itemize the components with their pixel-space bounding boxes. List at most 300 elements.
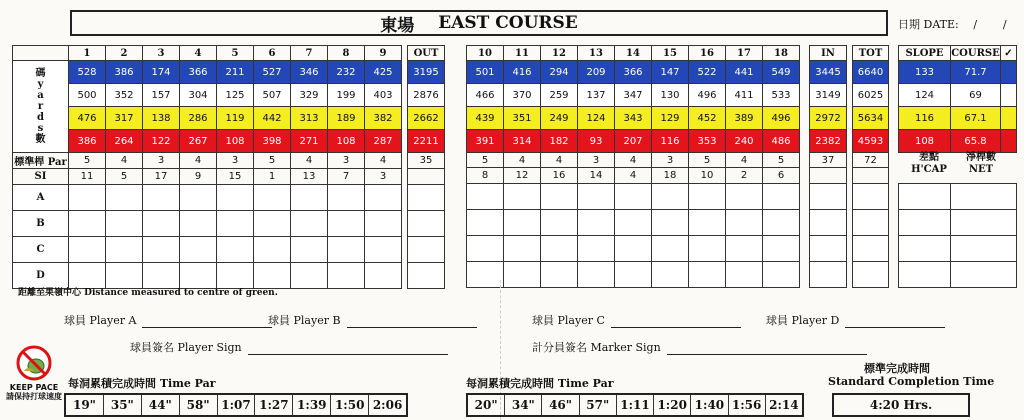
time-par-cell: 1:56 — [729, 395, 766, 415]
score-input[interactable] — [365, 211, 402, 237]
in-header: IN — [810, 46, 847, 61]
score-input[interactable] — [365, 185, 402, 211]
hole-number: 11 — [504, 46, 541, 61]
yellow-tee-yardage: 249 — [541, 107, 578, 130]
red-tee-yardage: 122 — [143, 130, 180, 153]
score-input[interactable] — [763, 236, 800, 262]
white-tee-yardage: 199 — [328, 84, 365, 107]
score-input[interactable] — [504, 262, 541, 288]
gap — [800, 153, 810, 168]
score-input[interactable] — [217, 185, 254, 211]
yards-letter: y — [37, 79, 44, 90]
score-input[interactable] — [291, 211, 328, 237]
score-input[interactable] — [541, 262, 578, 288]
score-input[interactable] — [254, 211, 291, 237]
score-input[interactable] — [652, 236, 689, 262]
blue-tee-yardage: 425 — [365, 61, 402, 84]
time-par-back-row — [466, 393, 804, 417]
yards-label — [13, 61, 69, 153]
yards-letter: d — [37, 112, 44, 123]
score-input[interactable] — [217, 211, 254, 237]
white-tee-course-rating: 69 — [951, 84, 1001, 107]
yellow-tee-yardage: 389 — [726, 107, 763, 130]
blue-tee-yardage: 209 — [578, 61, 615, 84]
in-score-input[interactable] — [810, 262, 847, 288]
score-input[interactable] — [328, 185, 365, 211]
player-a-label: 球員 Player A — [64, 314, 137, 327]
player-a-field[interactable] — [64, 312, 272, 328]
white-tee-yardage: 466 — [467, 84, 504, 107]
gap — [800, 46, 810, 61]
score-input[interactable] — [763, 184, 800, 210]
score-input[interactable] — [143, 211, 180, 237]
white-tee-yardage: 352 — [106, 84, 143, 107]
blue-tee-yardage: 174 — [143, 61, 180, 84]
hole-number: 16 — [689, 46, 726, 61]
par-out-total: 35 — [408, 153, 445, 169]
red-tee-yardage: 93 — [578, 130, 615, 153]
net-label-en: NET — [968, 164, 994, 175]
gap — [889, 184, 899, 210]
yellow-tee-course-rating: 67.1 — [951, 107, 1001, 130]
score-input[interactable] — [578, 184, 615, 210]
si-out-blank — [408, 169, 445, 185]
standard-time-value: 4:20 Hrs. — [869, 398, 933, 412]
hole-number: 18 — [763, 46, 800, 61]
hcap-input[interactable] — [899, 262, 951, 288]
time-par-cell: 44" — [142, 395, 180, 415]
score-input[interactable] — [726, 236, 763, 262]
red-tee-yardage: 182 — [541, 130, 578, 153]
yellow-tee-yardage: 189 — [328, 107, 365, 130]
gap — [800, 168, 810, 184]
white-tee-yardage: 411 — [726, 84, 763, 107]
net-input[interactable] — [951, 184, 1017, 210]
tot-score-input[interactable] — [853, 262, 889, 288]
score-input[interactable] — [615, 236, 652, 262]
red-tee-yardage: 386 — [69, 130, 106, 153]
score-input[interactable] — [763, 210, 800, 236]
distance-note: 距離至果嶺中心 Distance measured to centre of green. — [18, 288, 278, 298]
score-input[interactable] — [541, 184, 578, 210]
date-separator: / — [1002, 18, 1007, 31]
red-tee-yardage: 264 — [106, 130, 143, 153]
in-score-input[interactable] — [810, 210, 847, 236]
score-input[interactable] — [467, 210, 504, 236]
blue-tee-yardage: 386 — [106, 61, 143, 84]
si-label: SI — [13, 169, 69, 185]
yellow-tee-yardage: 119 — [217, 107, 254, 130]
red-tee-yardage: 353 — [689, 130, 726, 153]
course-rating-header: COURSE — [951, 47, 1000, 59]
stroke-index: 6 — [763, 168, 800, 184]
score-input[interactable] — [180, 185, 217, 211]
score-input[interactable] — [69, 185, 106, 211]
par-value: 4 — [291, 153, 328, 169]
white-tee-yardage: 370 — [504, 84, 541, 107]
stroke-index: 13 — [291, 169, 328, 185]
hole-number: 7 — [291, 46, 328, 61]
time-par-cell: 34" — [505, 395, 542, 415]
player-d-label: 球員 Player D — [766, 314, 840, 327]
keep-pace-badge — [4, 345, 64, 401]
blue-tee-yardage: 528 — [69, 61, 106, 84]
score-input[interactable] — [143, 237, 180, 263]
tot-score-input[interactable] — [853, 184, 889, 210]
hcap-input[interactable] — [899, 184, 951, 210]
blue-tee-yardage: 147 — [652, 61, 689, 84]
hole-number: 3 — [143, 46, 180, 61]
time-par-cell: 20" — [468, 395, 505, 415]
score-input[interactable] — [106, 237, 143, 263]
yards-letter: s — [37, 123, 44, 134]
score-input[interactable] — [689, 210, 726, 236]
tot-score-input[interactable] — [853, 236, 889, 262]
hole-number: 2 — [106, 46, 143, 61]
score-input[interactable] — [180, 237, 217, 263]
white-tee-slope: 124 — [899, 84, 951, 107]
white-tee-yardage: 130 — [652, 84, 689, 107]
white-tee-yardage: 500 — [69, 84, 106, 107]
out-score-input[interactable] — [408, 237, 445, 263]
gap — [889, 84, 899, 107]
time-par-cell: 57" — [580, 395, 617, 415]
standard-time-box — [832, 393, 970, 417]
player-row-label: D — [13, 263, 69, 289]
red-tee-yardage: 240 — [726, 130, 763, 153]
out-score-input[interactable] — [408, 185, 445, 211]
stroke-index: 18 — [652, 168, 689, 184]
time-par-cell: 1:50 — [331, 395, 369, 415]
par-value: 3 — [652, 153, 689, 168]
white-tee-out-total: 2876 — [408, 84, 445, 107]
handicap-label-en: H'CAP — [911, 164, 947, 175]
par-value: 4 — [365, 153, 402, 169]
white-tee-yardage: 304 — [180, 84, 217, 107]
score-input[interactable] — [69, 211, 106, 237]
red-tee-yardage: 108 — [328, 130, 365, 153]
score-input[interactable] — [106, 185, 143, 211]
gap — [889, 107, 899, 130]
white-tee-grand-total: 6025 — [853, 84, 889, 107]
score-input[interactable] — [763, 262, 800, 288]
gap — [889, 61, 899, 84]
red-tee-course-rating: 65.8 — [951, 130, 1001, 153]
yellow-tee-yardage: 476 — [69, 107, 106, 130]
score-input[interactable] — [291, 263, 328, 289]
score-input[interactable] — [615, 210, 652, 236]
white-tee-check[interactable] — [1001, 84, 1017, 107]
yellow-tee-yardage: 496 — [763, 107, 800, 130]
par-label: 標準桿 Par — [13, 153, 69, 169]
in-score-input[interactable] — [810, 236, 847, 262]
yellow-tee-yardage: 313 — [291, 107, 328, 130]
net-input[interactable] — [951, 210, 1017, 236]
score-input[interactable] — [291, 185, 328, 211]
player-b-field[interactable] — [268, 312, 477, 328]
red-tee-yardage: 391 — [467, 130, 504, 153]
player-c-field[interactable] — [532, 312, 741, 328]
red-tee-in-total: 2382 — [810, 130, 847, 153]
score-input[interactable] — [328, 263, 365, 289]
player-c-label: 球員 Player C — [532, 314, 605, 327]
yellow-tee-slope: 116 — [899, 107, 951, 130]
time-par-front-row — [64, 393, 408, 417]
score-input[interactable] — [217, 237, 254, 263]
course-title — [70, 10, 888, 36]
stroke-index: 11 — [69, 169, 106, 185]
yellow-tee-yardage: 124 — [578, 107, 615, 130]
par-value: 3 — [143, 153, 180, 169]
time-par-label-front: 每洞累積完成時間 Time Par — [68, 377, 216, 390]
score-input[interactable] — [291, 237, 328, 263]
score-input[interactable] — [541, 236, 578, 262]
hole-number: 8 — [328, 46, 365, 61]
stroke-index: 12 — [504, 168, 541, 184]
white-tee-yardage: 125 — [217, 84, 254, 107]
time-par-cell: 1:40 — [691, 395, 728, 415]
blue-tee-slope: 133 — [899, 61, 951, 84]
par-value: 4 — [726, 153, 763, 168]
time-par-cell: 1:27 — [255, 395, 293, 415]
blue-tee-yardage: 232 — [328, 61, 365, 84]
par-value: 5 — [69, 153, 106, 169]
gap — [800, 184, 810, 210]
white-tee-yardage: 259 — [541, 84, 578, 107]
date-label: 日期 DATE: — [898, 18, 959, 31]
score-input[interactable] — [467, 236, 504, 262]
par-value: 4 — [615, 153, 652, 168]
par-value: 5 — [689, 153, 726, 168]
gap — [889, 236, 899, 262]
gap — [889, 130, 899, 153]
out-header: OUT — [408, 46, 445, 61]
tot-score-input[interactable] — [853, 210, 889, 236]
gap — [800, 210, 810, 236]
score-input[interactable] — [726, 184, 763, 210]
par-value: 5 — [763, 153, 800, 168]
red-tee-yardage: 267 — [180, 130, 217, 153]
stroke-index: 10 — [689, 168, 726, 184]
score-input[interactable] — [254, 185, 291, 211]
title-chinese: 東場 — [380, 15, 415, 36]
score-input[interactable] — [652, 262, 689, 288]
score-input[interactable] — [328, 211, 365, 237]
time-par-cell: 1:39 — [293, 395, 331, 415]
par-value: 3 — [578, 153, 615, 168]
yards-letter: r — [37, 101, 44, 112]
blue-tee-check[interactable] — [1001, 61, 1017, 84]
time-par-cell: 2:14 — [769, 398, 799, 412]
yellow-tee-check[interactable] — [1001, 107, 1017, 130]
par-value: 4 — [541, 153, 578, 168]
date-separator: / — [973, 18, 978, 31]
si-tot-blank — [853, 168, 889, 184]
blue-tee-yardage: 522 — [689, 61, 726, 84]
gap — [800, 130, 810, 153]
out-score-input[interactable] — [408, 211, 445, 237]
marker-sign-field[interactable] — [532, 339, 867, 355]
score-input[interactable] — [143, 185, 180, 211]
score-input[interactable] — [726, 210, 763, 236]
red-tee-yardage: 207 — [615, 130, 652, 153]
score-input[interactable] — [652, 184, 689, 210]
hole-number: 1 — [69, 46, 106, 61]
net-input[interactable] — [951, 236, 1017, 262]
stroke-index: 7 — [328, 169, 365, 185]
red-tee-yardage: 287 — [365, 130, 402, 153]
yards-cn: 碼 — [35, 68, 46, 79]
stroke-index: 1 — [254, 169, 291, 185]
stroke-index: 9 — [180, 169, 217, 185]
yellow-tee-in-total: 2972 — [810, 107, 847, 130]
hole-number: 4 — [180, 46, 217, 61]
marker-sign-label: 計分員簽名 Marker Sign — [532, 341, 661, 354]
score-input[interactable] — [254, 237, 291, 263]
hole-number: 13 — [578, 46, 615, 61]
player-row-label: A — [13, 185, 69, 211]
hole-number: 6 — [254, 46, 291, 61]
time-par-cell: 1:20 — [654, 395, 691, 415]
scorecard-front-nine — [12, 45, 445, 289]
red-tee-yardage: 271 — [291, 130, 328, 153]
no-slow-snail-icon — [14, 345, 54, 381]
par-value: 3 — [217, 153, 254, 169]
stroke-index: 3 — [365, 169, 402, 185]
score-input[interactable] — [689, 262, 726, 288]
blue-tee-yardage: 366 — [615, 61, 652, 84]
time-par-cell: 19" — [66, 395, 104, 415]
gap — [889, 153, 899, 168]
standard-time-en: Standard Completion Time — [828, 375, 995, 388]
yellow-tee-yardage: 343 — [615, 107, 652, 130]
in-score-input[interactable] — [810, 184, 847, 210]
blue-tee-course-rating: 71.7 — [951, 61, 1001, 84]
time-par-cell: 2:06 — [372, 398, 403, 412]
white-tee-yardage: 496 — [689, 84, 726, 107]
white-tee-yardage: 347 — [615, 84, 652, 107]
yards-letter: a — [37, 90, 44, 101]
player-d-field[interactable] — [766, 312, 945, 328]
score-input[interactable] — [504, 184, 541, 210]
score-input[interactable] — [578, 210, 615, 236]
yards-cn: 數 — [35, 134, 46, 145]
red-tee-grand-total: 4593 — [853, 130, 889, 153]
time-par-cell: 58" — [180, 395, 218, 415]
time-par-cell: 35" — [104, 395, 142, 415]
par-in-total: 37 — [810, 153, 847, 168]
corner-cell — [13, 46, 69, 61]
score-input[interactable] — [615, 262, 652, 288]
hcap-input[interactable] — [899, 210, 951, 236]
score-input[interactable] — [467, 262, 504, 288]
blue-tee-yardage: 416 — [504, 61, 541, 84]
blue-tee-grand-total: 6640 — [853, 61, 889, 84]
yellow-tee-yardage: 351 — [504, 107, 541, 130]
hole-number: 10 — [467, 46, 504, 61]
par-value: 3 — [328, 153, 365, 169]
score-input[interactable] — [689, 236, 726, 262]
red-tee-yardage: 314 — [504, 130, 541, 153]
white-tee-yardage: 403 — [365, 84, 402, 107]
out-score-input[interactable] — [408, 263, 445, 289]
gap — [800, 61, 810, 84]
player-sign-field[interactable] — [130, 339, 448, 355]
time-par-label-back: 每洞累積完成時間 Time Par — [466, 377, 614, 390]
blue-tee-yardage: 294 — [541, 61, 578, 84]
standard-time-cn: 標準完成時間 — [864, 362, 930, 375]
net-input[interactable] — [951, 262, 1017, 288]
score-input[interactable] — [504, 210, 541, 236]
score-input[interactable] — [726, 262, 763, 288]
score-input[interactable] — [689, 184, 726, 210]
red-tee-check[interactable] — [1001, 130, 1017, 153]
red-tee-yardage: 486 — [763, 130, 800, 153]
score-input[interactable] — [180, 211, 217, 237]
yellow-tee-yardage: 452 — [689, 107, 726, 130]
score-input[interactable] — [467, 184, 504, 210]
score-input[interactable] — [504, 236, 541, 262]
check-icon: ✓ — [1001, 46, 1017, 61]
white-tee-yardage: 157 — [143, 84, 180, 107]
score-input[interactable] — [652, 210, 689, 236]
yellow-tee-yardage: 138 — [143, 107, 180, 130]
net-label-cn: 淨桿數 — [966, 152, 996, 163]
white-tee-yardage: 507 — [254, 84, 291, 107]
yellow-tee-yardage: 317 — [106, 107, 143, 130]
stroke-index: 15 — [217, 169, 254, 185]
score-input[interactable] — [365, 237, 402, 263]
gap — [889, 210, 899, 236]
hole-number: 5 — [217, 46, 254, 61]
blue-tee-yardage: 346 — [291, 61, 328, 84]
white-tee-in-total: 3149 — [810, 84, 847, 107]
blue-tee-yardage: 366 — [180, 61, 217, 84]
date-field[interactable] — [898, 16, 1018, 32]
gap — [800, 236, 810, 262]
score-input[interactable] — [578, 262, 615, 288]
gap — [800, 107, 810, 130]
player-row-label: B — [13, 211, 69, 237]
yellow-tee-grand-total: 5634 — [853, 107, 889, 130]
time-par-cell: 1:07 — [218, 395, 256, 415]
score-input[interactable] — [106, 211, 143, 237]
score-input[interactable] — [578, 236, 615, 262]
slope-header: SLOPE — [899, 46, 951, 61]
white-tee-yardage: 533 — [763, 84, 800, 107]
hcap-input[interactable] — [899, 236, 951, 262]
title-english: EAST COURSE — [438, 13, 578, 33]
score-input[interactable] — [541, 210, 578, 236]
hole-number: 14 — [615, 46, 652, 61]
keep-pace-text-cn: 請保持打球速度 — [6, 392, 62, 401]
score-input[interactable] — [328, 237, 365, 263]
blue-tee-yardage: 211 — [217, 61, 254, 84]
hole-number: 17 — [726, 46, 763, 61]
handicap-label-cn: 差點 — [919, 152, 939, 163]
par-value: 4 — [504, 153, 541, 168]
hole-number: 15 — [652, 46, 689, 61]
score-input[interactable] — [615, 184, 652, 210]
handicap-header — [904, 152, 954, 176]
blue-tee-yardage: 549 — [763, 61, 800, 84]
hole-number: 9 — [365, 46, 402, 61]
score-input[interactable] — [69, 237, 106, 263]
blue-tee-yardage: 501 — [467, 61, 504, 84]
score-input[interactable] — [365, 263, 402, 289]
stroke-index: 4 — [615, 168, 652, 184]
white-tee-yardage: 137 — [578, 84, 615, 107]
